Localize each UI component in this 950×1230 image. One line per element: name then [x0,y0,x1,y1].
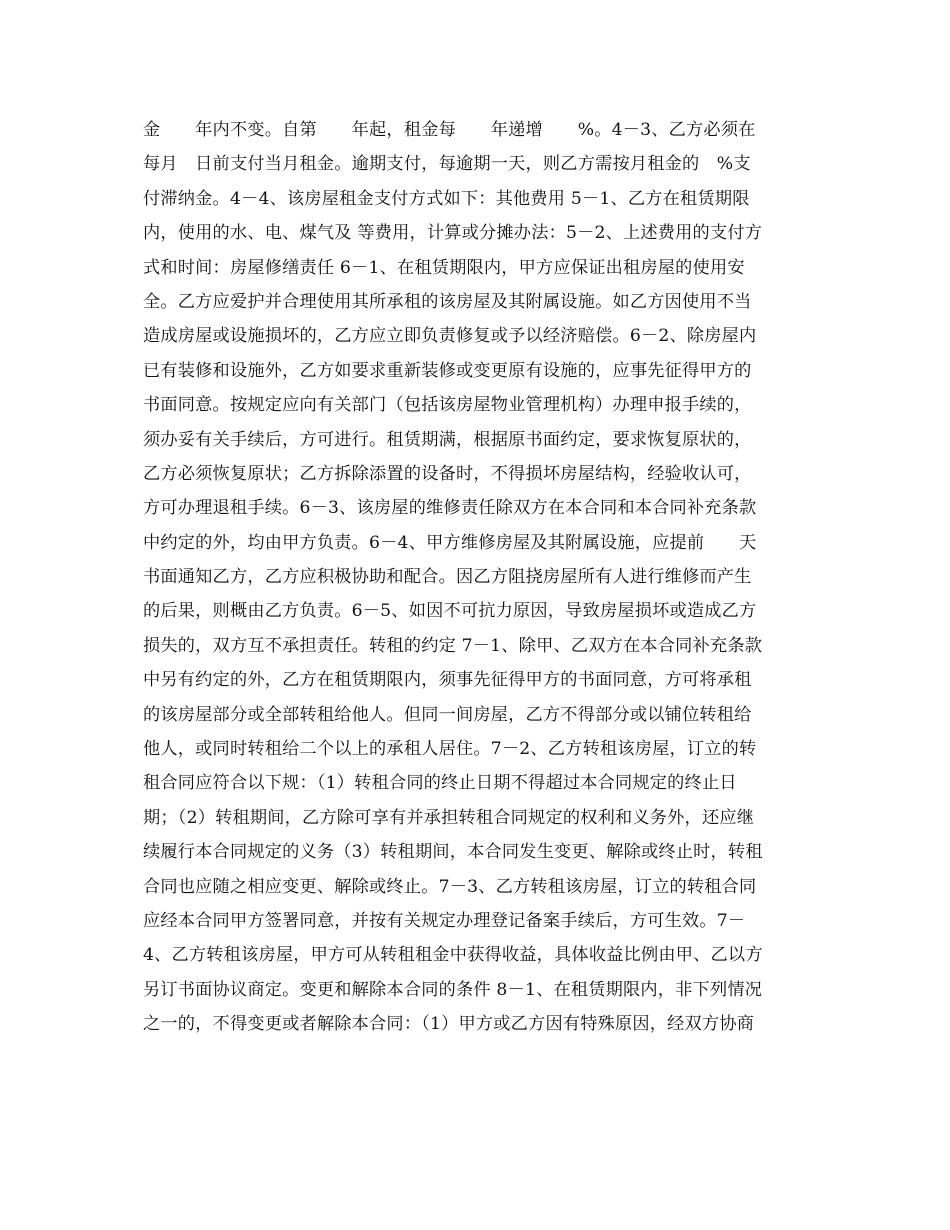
contract-body-text [143,113,807,1042]
text-line: 之一的，不得变更或者解除本合同：（1）甲方或乙方因有特殊原因，经双方协商 [143,1014,755,1035]
text-line: 的该房屋部分或全部转租给他人。但同一间房屋，乙方不得部分或以铺位转租给 [143,704,752,725]
text-line: 已有装修和设施外，乙方如要求重新装修或变更原有设施的，应事先征得甲方的 [143,360,752,381]
text-line: 中约定的外，均由甲方负责。6－4、甲方维修房屋及其附属设施，应提前 天 [143,532,757,553]
text-line: 金 年内不变。自第 年起，租金每 年递增 %。4－3、乙方必须在 [143,120,756,140]
text-line: 期；（2）转租期间，乙方除可享有并承担转租合同规定的权利和义务外，还应继 [143,807,755,828]
text-line: 合同也应随之相应变更、解除或终止。7－3、乙方转租该房屋，订立的转租合同 [143,876,757,897]
text-line: 方可办理退租手续。6－3、该房屋的维修责任除双方在本合同和本合同补充条款 [143,498,757,519]
text-line: 书面同意。按规定应向有关部门（包括该房屋物业管理机构）办理申报手续的， [143,395,752,416]
text-line: 付滞纳金。4－4、该房屋租金支付方式如下：其他费用 5－1、乙方在租赁期限 [143,188,750,209]
text-line: 他人，或同时转租给二个以上的承租人居住。7－2、乙方转租该房屋，订立的转 [143,739,757,760]
text-line: 4、乙方转租该房屋，甲方可从转租租金中获得收益，具体收益比例由甲、乙以方 [143,945,763,966]
text-line: 损失的，双方互不承担责任。转租的约定 7－1、除甲、乙双方在本合同补充条款 [143,635,763,656]
text-line: 全。乙方应爱护并合理使用其所承租的该房屋及其附属设施。如乙方因使用不当 [143,291,752,312]
text-line: 另订书面协议商定。变更和解除本合同的条件 8－1、在租赁期限内，非下列情况 [143,979,763,1000]
text-line: 造成房屋或设施损坏的，乙方应立即负责修复或予以经济赔偿。6－2、除房屋内 [143,326,757,347]
text-line: 书面通知乙方，乙方应积极协助和配合。因乙方阻挠房屋所有人进行维修而产生 [143,567,752,588]
text-line: 内，使用的水、电、煤气及 等费用，计算或分摊办法：5－2、上述费用的支付方 [143,223,763,244]
text-line: 乙方必须恢复原状；乙方拆除添置的设备时，不得损坏房屋结构，经验收认可， [143,463,752,484]
text-line: 续履行本合同规定的义务（3）转租期间，本合同发生变更、解除或终止时，转租 [143,842,763,863]
text-line: 应经本合同甲方签署同意，并按有关规定办理登记备案手续后，方可生效。7－ [143,910,746,931]
text-line: 中另有约定的外，乙方在租赁期限内，须事先征得甲方的书面同意，方可将承租 [143,670,752,691]
text-line: 须办妥有关手续后，方可进行。租赁期满，根据原书面约定，要求恢复原状的， [143,429,752,450]
text-line: 式和时间：房屋修缮责任 6－1、在租赁期限内，甲方应保证出租房屋的使用安 [143,257,745,278]
text-line: 的后果，则概由乙方负责。6－5、如因不可抗力原因，导致房屋损坏或造成乙方 [143,601,757,622]
text-line: 租合同应符合以下规：（1）转租合同的终止日期不得超过本合同规定的终止日 [143,773,737,794]
text-line: 每月 日前支付当月租金。逾期支付，每逾期一天，则乙方需按月租金的 %支 [143,154,751,175]
